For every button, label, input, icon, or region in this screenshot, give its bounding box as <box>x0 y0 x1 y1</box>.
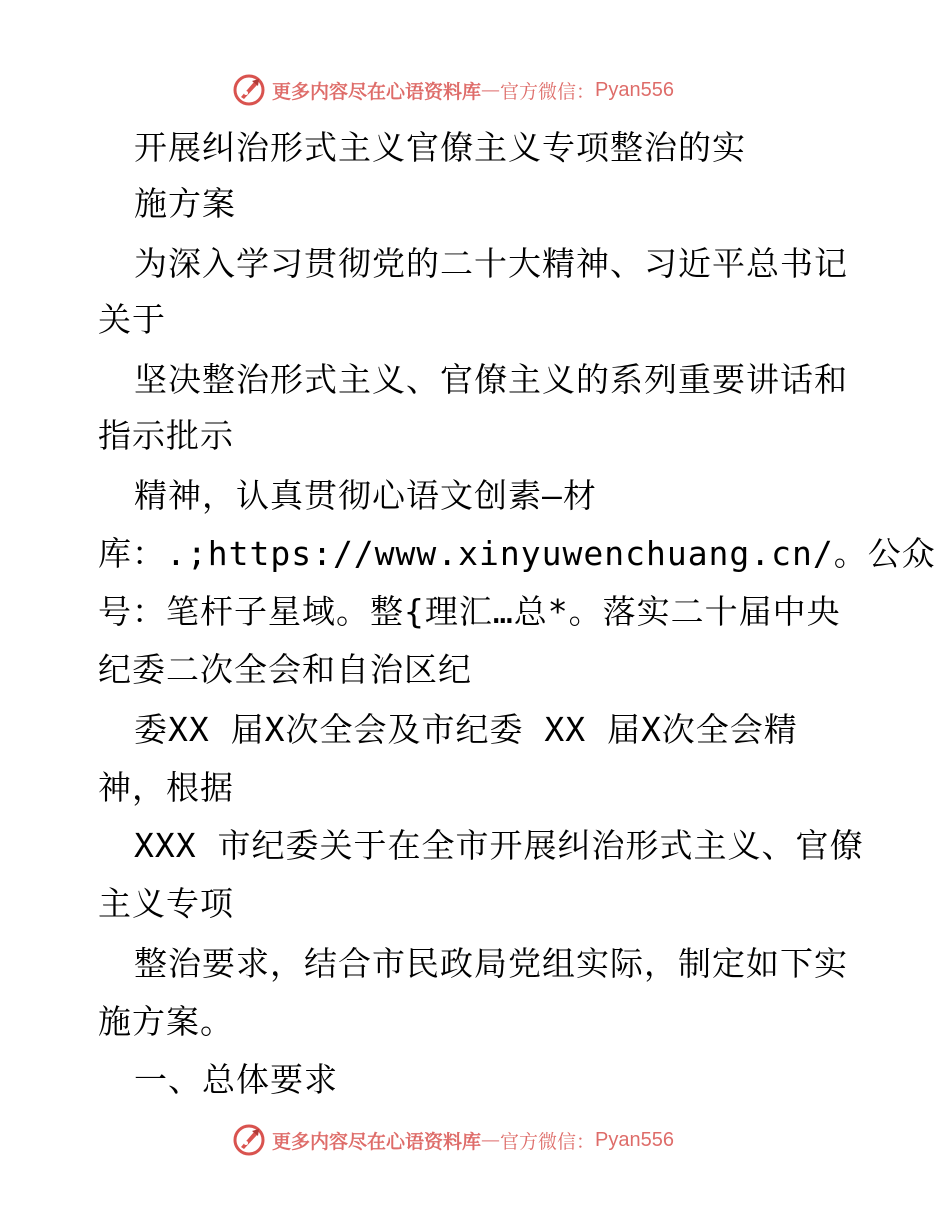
banner-handle: Pyan556 <box>595 1128 674 1151</box>
paragraph-line: 关于 <box>98 300 166 339</box>
paragraph-line: 神，根据 <box>98 768 234 807</box>
paragraph-line: 主义专项 <box>98 884 234 923</box>
paragraph-line: 为深入学习贯彻党的二十大精神、习近平总书记 <box>134 244 848 283</box>
banner-separator: — <box>481 79 501 101</box>
paragraph-line: 施方案。 <box>98 1002 234 1041</box>
footer-banner <box>0 1120 950 1160</box>
banner-content <box>232 1120 674 1160</box>
paragraph-line: 整治要求，结合市民政局党组实际，制定如下实 <box>134 944 848 983</box>
document-title-line: 施方案 <box>134 184 236 223</box>
quill-logo-icon <box>232 1123 266 1157</box>
banner-contact-label: 官方微信： <box>500 80 596 103</box>
banner-title: 更多内容尽在心语资料库 <box>272 80 482 103</box>
banner-separator: — <box>481 1129 501 1151</box>
section-heading: 一、总体要求 <box>134 1060 338 1099</box>
paragraph-line: 库：.;https://www.xinyuwenchuang.cn/。公众 <box>98 534 936 573</box>
document-title-line: 开展纠治形式主义官僚主义专项整治的实 <box>134 128 746 167</box>
paragraph-line: 纪委二次全会和自治区纪 <box>98 650 472 689</box>
banner-handle: Pyan556 <box>595 78 674 101</box>
paragraph-line: 号：笔杆子星域。整{理汇…总*。落实二十届中央 <box>98 592 841 631</box>
paragraph-line: 委XX 届X次全会及市纪委 XX 届X次全会精 <box>134 710 798 749</box>
banner-contact-label: 官方微信： <box>500 1130 596 1153</box>
paragraph-line: 坚决整治形式主义、官僚主义的系列重要讲话和 <box>134 360 848 399</box>
banner-title: 更多内容尽在心语资料库 <box>272 1130 482 1153</box>
paragraph-line: 指示批示 <box>98 416 234 455</box>
paragraph-line: 精神，认真贯彻心语文创素—材 <box>134 476 597 515</box>
paragraph-line: XXX 市纪委关于在全市开展纠治形式主义、官僚 <box>134 826 864 865</box>
